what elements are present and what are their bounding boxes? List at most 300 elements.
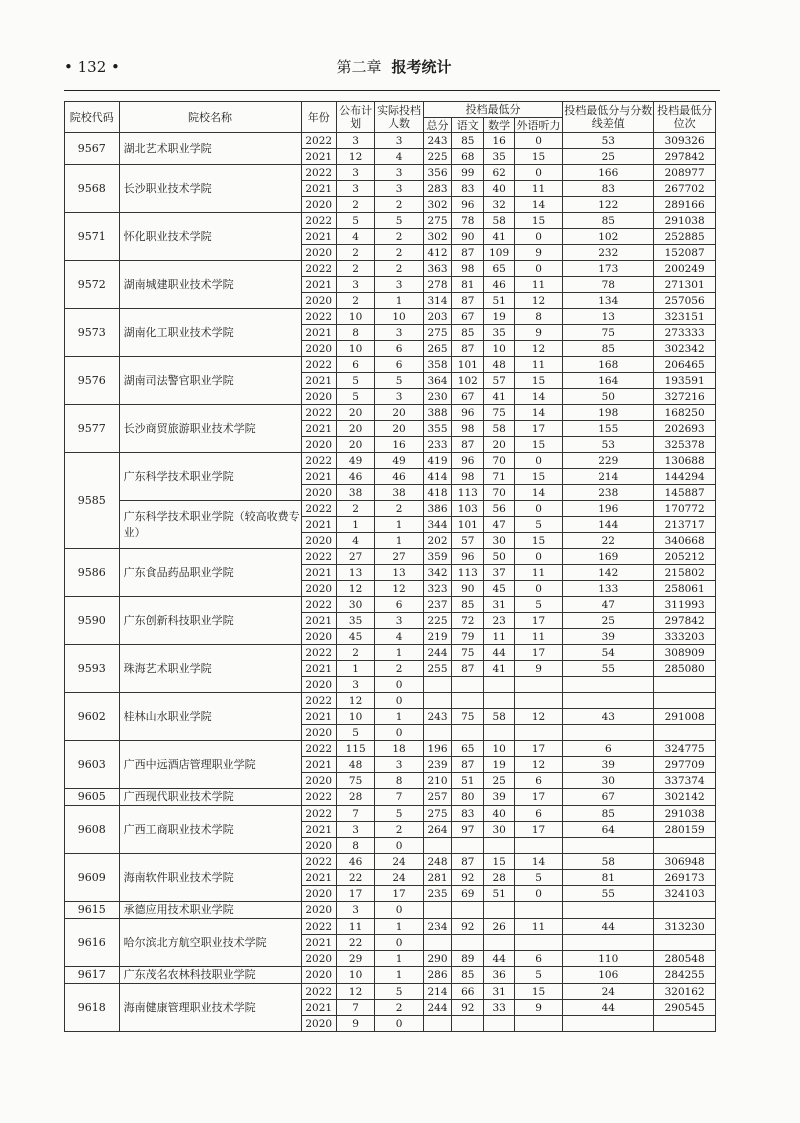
cell-diff — [563, 935, 654, 951]
cell-chinese: 90 — [452, 581, 484, 597]
cell-actual: 4 — [375, 629, 424, 645]
cell-total: 235 — [423, 886, 451, 902]
cell-total: 355 — [423, 421, 451, 437]
cell-diff: 64 — [563, 822, 654, 838]
cell-english: 14 — [514, 197, 563, 213]
cell-actual: 1 — [375, 709, 424, 725]
cell-total: 344 — [423, 517, 451, 533]
cell-english: 6 — [514, 773, 563, 789]
cell-total: 248 — [423, 854, 451, 870]
cell-total: 255 — [423, 661, 451, 677]
cell-year: 2020 — [301, 838, 336, 854]
cell-english: 14 — [514, 405, 563, 421]
school-code: 9577 — [65, 405, 120, 453]
cell-total — [423, 725, 451, 741]
cell-total: 275 — [423, 213, 451, 229]
table-row — [65, 967, 716, 984]
cell-year: 2020 — [301, 1016, 336, 1032]
cell-english: 14 — [514, 485, 563, 501]
cell-actual: 2 — [375, 245, 424, 261]
cell-actual: 0 — [375, 1016, 424, 1032]
cell-english: 0 — [514, 549, 563, 565]
cell-year: 2022 — [301, 261, 336, 277]
cell-rank: 333203 — [654, 629, 716, 645]
cell-year: 2020 — [301, 533, 336, 549]
cell-diff: 214 — [563, 469, 654, 485]
cell-year: 2021 — [301, 149, 336, 165]
cell-plan: 5 — [336, 373, 374, 389]
cell-english: 9 — [514, 325, 563, 341]
school-code: 9617 — [65, 967, 120, 984]
cell-rank: 144294 — [654, 469, 716, 485]
cell-english: 11 — [514, 629, 563, 645]
cell-year: 2021 — [301, 935, 336, 951]
cell-actual: 16 — [375, 437, 424, 453]
cell-total: 275 — [423, 806, 451, 822]
cell-english: 12 — [514, 293, 563, 309]
cell-total: 356 — [423, 165, 451, 181]
school-name: 湖南司法警官职业学院 — [119, 357, 301, 405]
cell-total: 239 — [423, 757, 451, 773]
cell-english: 11 — [514, 277, 563, 293]
header-total: 总分 — [423, 118, 451, 133]
cell-plan: 2 — [336, 261, 374, 277]
cell-year: 2020 — [301, 967, 336, 984]
cell-total: 203 — [423, 309, 451, 325]
cell-english: 14 — [514, 389, 563, 405]
cell-year: 2021 — [301, 181, 336, 197]
cell-rank: 297709 — [654, 757, 716, 773]
header-plan: 公布计划 — [336, 102, 374, 133]
cell-total: 412 — [423, 245, 451, 261]
cell-plan: 8 — [336, 838, 374, 854]
cell-chinese: 67 — [452, 389, 484, 405]
cell-rank: 273333 — [654, 325, 716, 341]
cell-plan: 3 — [336, 902, 374, 919]
cell-plan: 115 — [336, 741, 374, 757]
cell-actual: 46 — [375, 469, 424, 485]
cell-plan: 3 — [336, 165, 374, 181]
cell-actual: 1 — [375, 293, 424, 309]
table-row — [65, 501, 716, 517]
cell-chinese: 69 — [452, 886, 484, 902]
cell-rank: 145887 — [654, 485, 716, 501]
cell-actual: 2 — [375, 229, 424, 245]
cell-total: 323 — [423, 581, 451, 597]
school-code: 9576 — [65, 357, 120, 405]
cell-actual: 8 — [375, 773, 424, 789]
cell-english: 15 — [514, 373, 563, 389]
cell-total: 386 — [423, 501, 451, 517]
school-name: 广西工商职业技术学院 — [119, 806, 301, 854]
cell-rank: 213717 — [654, 517, 716, 533]
school-name: 广西现代职业技术学院 — [119, 789, 301, 806]
cell-math: 16 — [484, 133, 514, 149]
cell-rank: 170772 — [654, 501, 716, 517]
cell-total: 202 — [423, 533, 451, 549]
cell-total: 302 — [423, 229, 451, 245]
cell-plan: 5 — [336, 213, 374, 229]
cell-math: 23 — [484, 613, 514, 629]
header-year: 年份 — [301, 102, 336, 133]
cell-english: 12 — [514, 757, 563, 773]
cell-year: 2022 — [301, 501, 336, 517]
cell-math — [484, 1016, 514, 1032]
cell-diff: 55 — [563, 661, 654, 677]
cell-year: 2022 — [301, 357, 336, 373]
cell-rank: 291038 — [654, 213, 716, 229]
cell-year: 2020 — [301, 886, 336, 902]
cell-plan: 10 — [336, 709, 374, 725]
cell-diff: 164 — [563, 373, 654, 389]
cell-english: 5 — [514, 967, 563, 984]
cell-year: 2022 — [301, 309, 336, 325]
cell-math — [484, 725, 514, 741]
school-name: 湖南城建职业技术学院 — [119, 261, 301, 309]
header-school-code: 院校代码 — [65, 102, 120, 133]
cell-total: 225 — [423, 613, 451, 629]
cell-total: 244 — [423, 645, 451, 661]
cell-english: 17 — [514, 613, 563, 629]
cell-actual: 3 — [375, 181, 424, 197]
cell-actual: 12 — [375, 581, 424, 597]
cell-math: 70 — [484, 485, 514, 501]
cell-plan: 12 — [336, 581, 374, 597]
cell-year: 2022 — [301, 213, 336, 229]
cell-chinese — [452, 677, 484, 693]
cell-chinese: 90 — [452, 229, 484, 245]
cell-chinese: 67 — [452, 309, 484, 325]
school-code: 9586 — [65, 549, 120, 597]
table-row — [65, 597, 716, 613]
cell-english: 15 — [514, 469, 563, 485]
school-code: 9572 — [65, 261, 120, 309]
cell-year: 2022 — [301, 741, 336, 757]
school-code: 9585 — [65, 453, 120, 549]
cell-actual: 3 — [375, 613, 424, 629]
cell-year: 2020 — [301, 341, 336, 357]
cell-rank: 291038 — [654, 806, 716, 822]
cell-total: 418 — [423, 485, 451, 501]
cell-diff: 50 — [563, 389, 654, 405]
cell-plan: 13 — [336, 565, 374, 581]
cell-actual: 0 — [375, 677, 424, 693]
cell-total: 237 — [423, 597, 451, 613]
table-row — [65, 806, 716, 822]
cell-english: 17 — [514, 822, 563, 838]
school-name: 怀化职业技术学院 — [119, 213, 301, 261]
school-name: 珠海艺术职业学院 — [119, 645, 301, 693]
cell-total — [423, 902, 451, 919]
cell-math: 62 — [484, 165, 514, 181]
cell-year: 2022 — [301, 984, 336, 1000]
cell-year: 2020 — [301, 725, 336, 741]
cell-math: 46 — [484, 277, 514, 293]
cell-year: 2021 — [301, 1000, 336, 1016]
cell-actual: 3 — [375, 165, 424, 181]
cell-rank — [654, 902, 716, 919]
cell-english — [514, 935, 563, 951]
cell-rank: 152087 — [654, 245, 716, 261]
cell-year: 2021 — [301, 325, 336, 341]
cell-plan: 48 — [336, 757, 374, 773]
cell-diff: 134 — [563, 293, 654, 309]
cell-total: 414 — [423, 469, 451, 485]
header-score-diff: 投档最低分与分数线差值 — [563, 102, 654, 133]
cell-chinese: 92 — [452, 870, 484, 886]
cell-chinese: 96 — [452, 453, 484, 469]
cell-diff: 229 — [563, 453, 654, 469]
cell-year: 2022 — [301, 405, 336, 421]
cell-chinese: 66 — [452, 984, 484, 1000]
school-name: 广东创新科技职业学院 — [119, 597, 301, 645]
cell-math: 30 — [484, 822, 514, 838]
cell-chinese: 78 — [452, 213, 484, 229]
table-row — [65, 261, 716, 277]
cell-actual: 0 — [375, 902, 424, 919]
cell-actual: 18 — [375, 741, 424, 757]
cell-rank: 285080 — [654, 661, 716, 677]
cell-year: 2022 — [301, 597, 336, 613]
cell-total: 214 — [423, 984, 451, 1000]
cell-diff: 81 — [563, 870, 654, 886]
cell-plan: 5 — [336, 725, 374, 741]
cell-math: 51 — [484, 293, 514, 309]
cell-diff: 133 — [563, 581, 654, 597]
cell-math: 10 — [484, 741, 514, 757]
chapter-title: 报考统计 — [391, 58, 452, 76]
cell-plan: 28 — [336, 789, 374, 806]
school-code: 9609 — [65, 854, 120, 902]
cell-actual: 3 — [375, 757, 424, 773]
cell-chinese: 87 — [452, 661, 484, 677]
school-name: 海南软件职业技术学院 — [119, 854, 301, 902]
cell-diff: 238 — [563, 485, 654, 501]
cell-diff: 44 — [563, 919, 654, 935]
cell-math: 10 — [484, 341, 514, 357]
table-row — [65, 902, 716, 919]
cell-diff: 85 — [563, 806, 654, 822]
cell-chinese: 83 — [452, 806, 484, 822]
school-name: 桂林山水职业学院 — [119, 693, 301, 741]
cell-actual: 1 — [375, 967, 424, 984]
cell-math: 48 — [484, 357, 514, 373]
cell-chinese: 87 — [452, 757, 484, 773]
school-name: 海南健康管理职业技术学院 — [119, 984, 301, 1032]
cell-chinese: 80 — [452, 789, 484, 806]
cell-actual: 24 — [375, 854, 424, 870]
cell-english: 6 — [514, 806, 563, 822]
cell-english — [514, 725, 563, 741]
header-min-score-group: 投档最低分 — [423, 102, 562, 118]
cell-actual: 6 — [375, 341, 424, 357]
cell-total: 264 — [423, 822, 451, 838]
cell-actual: 10 — [375, 309, 424, 325]
cell-plan: 1 — [336, 517, 374, 533]
cell-actual: 2 — [375, 261, 424, 277]
cell-english: 12 — [514, 341, 563, 357]
cell-actual: 4 — [375, 149, 424, 165]
cell-diff: 30 — [563, 773, 654, 789]
cell-year: 2022 — [301, 693, 336, 709]
cell-total — [423, 1016, 451, 1032]
cell-rank: 280548 — [654, 951, 716, 967]
cell-diff: 53 — [563, 133, 654, 149]
cell-math: 65 — [484, 261, 514, 277]
cell-total: 364 — [423, 373, 451, 389]
header-english: 外语听力 — [514, 118, 563, 133]
cell-year: 2022 — [301, 549, 336, 565]
cell-plan: 22 — [336, 870, 374, 886]
cell-total: 257 — [423, 789, 451, 806]
header-chinese: 语文 — [452, 118, 484, 133]
cell-math — [484, 935, 514, 951]
cell-rank: 324103 — [654, 886, 716, 902]
cell-chinese: 101 — [452, 517, 484, 533]
cell-english — [514, 1016, 563, 1032]
cell-math — [484, 902, 514, 919]
cell-chinese: 87 — [452, 341, 484, 357]
cell-english: 15 — [514, 149, 563, 165]
cell-diff: 106 — [563, 967, 654, 984]
cell-rank: 284255 — [654, 967, 716, 984]
cell-rank: 302342 — [654, 341, 716, 357]
cell-actual: 20 — [375, 421, 424, 437]
chapter-heading — [64, 56, 724, 77]
cell-actual: 5 — [375, 213, 424, 229]
cell-math: 39 — [484, 789, 514, 806]
cell-chinese: 92 — [452, 1000, 484, 1016]
chapter-label: 第二章 — [336, 58, 382, 76]
school-name: 湖北艺术职业学院 — [119, 133, 301, 165]
cell-rank: 324775 — [654, 741, 716, 757]
table-row — [65, 854, 716, 870]
cell-actual: 0 — [375, 693, 424, 709]
cell-chinese: 85 — [452, 967, 484, 984]
cell-total: 275 — [423, 325, 451, 341]
cell-chinese: 103 — [452, 501, 484, 517]
cell-chinese: 65 — [452, 741, 484, 757]
cell-diff: 24 — [563, 984, 654, 1000]
table-row — [65, 405, 716, 421]
cell-math: 47 — [484, 517, 514, 533]
cell-diff: 85 — [563, 341, 654, 357]
cell-rank: 289166 — [654, 197, 716, 213]
cell-english: 17 — [514, 645, 563, 661]
cell-math: 57 — [484, 373, 514, 389]
cell-actual: 2 — [375, 661, 424, 677]
cell-diff: 78 — [563, 277, 654, 293]
school-code: 9608 — [65, 806, 120, 854]
cell-chinese: 98 — [452, 469, 484, 485]
cell-rank: 323151 — [654, 309, 716, 325]
cell-plan: 2 — [336, 645, 374, 661]
cell-math: 40 — [484, 806, 514, 822]
cell-actual: 1 — [375, 919, 424, 935]
cell-diff: 83 — [563, 181, 654, 197]
cell-total: 302 — [423, 197, 451, 213]
cell-actual: 2 — [375, 822, 424, 838]
cell-math: 51 — [484, 886, 514, 902]
cell-english: 5 — [514, 870, 563, 886]
cell-plan: 27 — [336, 549, 374, 565]
cell-english: 11 — [514, 357, 563, 373]
cell-diff: 173 — [563, 261, 654, 277]
cell-rank: 291008 — [654, 709, 716, 725]
cell-actual: 1 — [375, 951, 424, 967]
cell-english — [514, 693, 563, 709]
cell-year: 2021 — [301, 277, 336, 293]
cell-plan: 12 — [336, 693, 374, 709]
table-body — [65, 133, 716, 1032]
header-school-name: 院校名称 — [119, 102, 301, 133]
cell-english: 17 — [514, 421, 563, 437]
cell-actual: 13 — [375, 565, 424, 581]
cell-rank: 309326 — [654, 133, 716, 149]
cell-year: 2020 — [301, 677, 336, 693]
cell-math: 75 — [484, 405, 514, 421]
cell-diff: 198 — [563, 405, 654, 421]
cell-rank — [654, 935, 716, 951]
cell-chinese: 85 — [452, 133, 484, 149]
cell-year: 2020 — [301, 951, 336, 967]
cell-rank: 208977 — [654, 165, 716, 181]
cell-diff — [563, 677, 654, 693]
cell-english: 0 — [514, 261, 563, 277]
cell-chinese: 79 — [452, 629, 484, 645]
cell-year: 2022 — [301, 453, 336, 469]
table-row — [65, 213, 716, 229]
school-name: 广东食品药品职业学院 — [119, 549, 301, 597]
cell-year: 2021 — [301, 421, 336, 437]
cell-diff: 85 — [563, 213, 654, 229]
cell-plan: 2 — [336, 245, 374, 261]
cell-chinese: 75 — [452, 709, 484, 725]
cell-actual: 6 — [375, 357, 424, 373]
cell-plan: 22 — [336, 935, 374, 951]
cell-plan: 46 — [336, 854, 374, 870]
school-code: 9603 — [65, 741, 120, 789]
cell-english: 0 — [514, 453, 563, 469]
cell-chinese: 87 — [452, 293, 484, 309]
cell-english: 9 — [514, 245, 563, 261]
cell-total — [423, 677, 451, 693]
cell-actual: 49 — [375, 453, 424, 469]
cell-chinese: 51 — [452, 773, 484, 789]
cell-math: 35 — [484, 325, 514, 341]
cell-english: 0 — [514, 133, 563, 149]
cell-year: 2020 — [301, 293, 336, 309]
table-row — [65, 549, 716, 565]
cell-english — [514, 677, 563, 693]
cell-english: 17 — [514, 789, 563, 806]
cell-english: 0 — [514, 165, 563, 181]
page-number: • 132 • — [64, 58, 120, 76]
cell-rank — [654, 838, 716, 854]
table-row — [65, 133, 716, 149]
cell-chinese: 87 — [452, 245, 484, 261]
cell-year: 2021 — [301, 613, 336, 629]
cell-diff: 44 — [563, 1000, 654, 1016]
school-code: 9567 — [65, 133, 120, 165]
cell-math: 15 — [484, 854, 514, 870]
cell-math: 36 — [484, 967, 514, 984]
cell-total: 314 — [423, 293, 451, 309]
table-row — [65, 919, 716, 935]
cell-year: 2022 — [301, 645, 336, 661]
cell-plan: 2 — [336, 293, 374, 309]
cell-plan: 2 — [336, 501, 374, 517]
